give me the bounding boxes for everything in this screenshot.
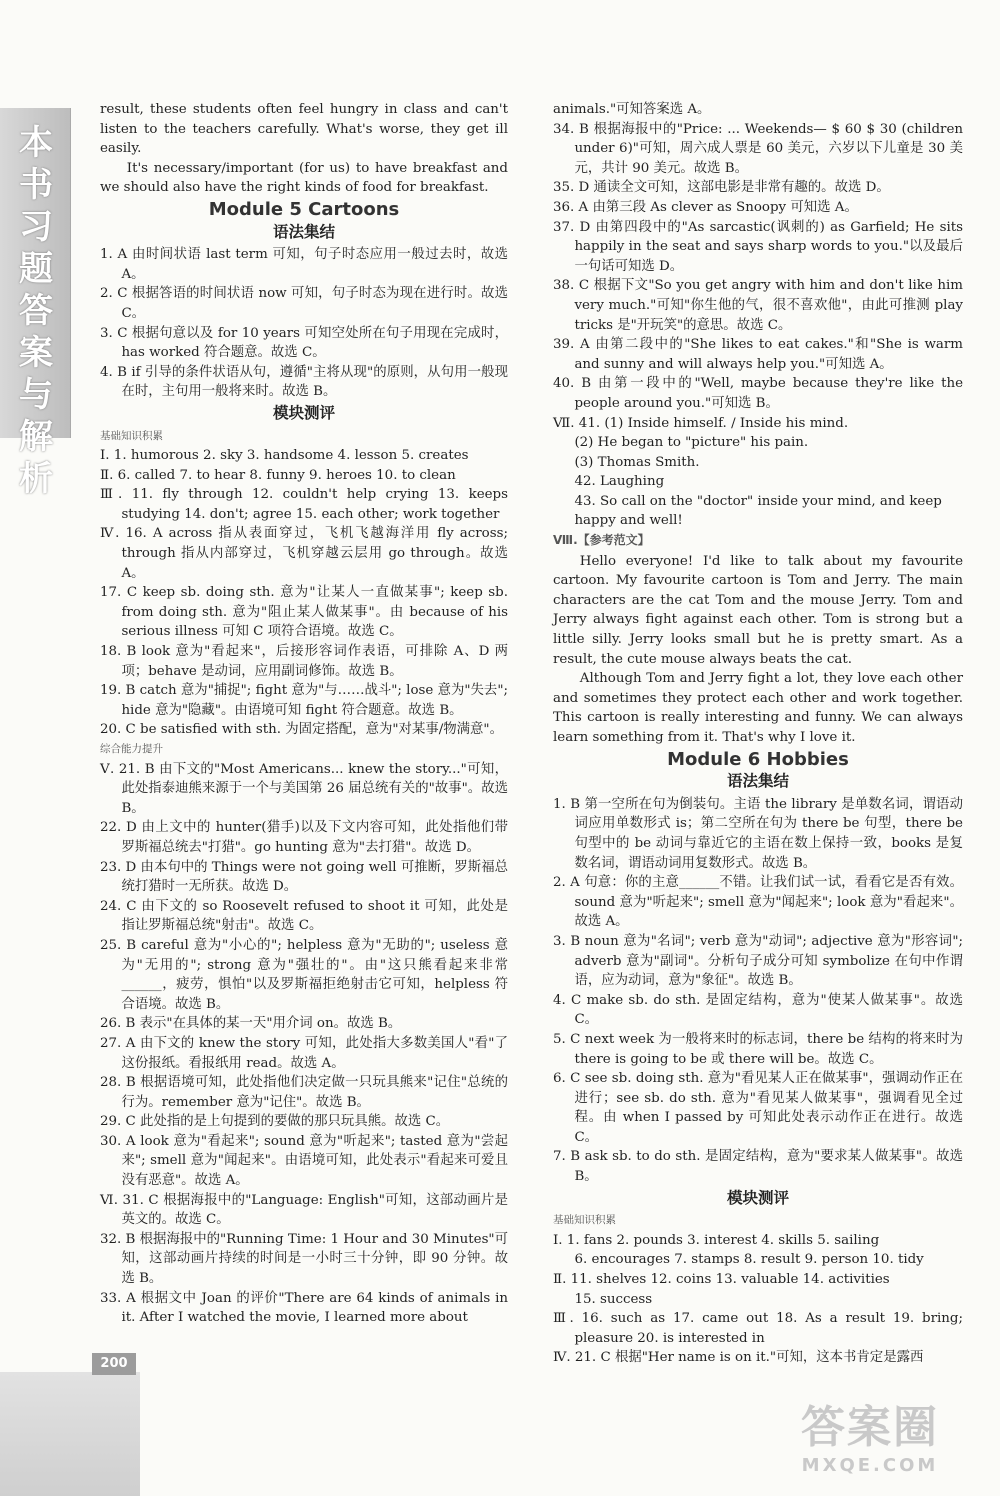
answer-item: 26. B 表示"在具体的某一天"用介词 on。故选 B。 <box>100 1016 402 1032</box>
answer-item: 19. B catch 意为"捕捉"; fight 意为"与……战斗"; lose 意为"失去"; hide 意为"隐藏"。由语境可知 fight 符合题意。故选 B。 <box>100 683 508 718</box>
grammar-item: 2. A 句意：你的主意______不错。让我们试一试，看看它是否有效。sound 意为"听起来"; smell 意为"闻起来"; look 意为"看起来"。故选 A。 <box>553 875 963 930</box>
essay-para-2: Although Tom and Jerry fight a lot, they love each other and sometimes they protect each other and work together. This cartoon is really interesting and funny. We can always learn something from it. That's why I love it. <box>553 671 963 745</box>
answer-item: Ⅳ. 16. A across 指从表面穿过，飞机飞越海洋用 fly across; through 指从内部穿过，飞机穿越云层用 go through。故选 A。 <box>100 526 508 581</box>
answer-item: 36. A 由第三段 As clever as Snoopy 可知选 A。 <box>553 199 858 215</box>
answer-sub: (2) He began to "picture" his pain. <box>574 435 809 451</box>
watermark-line1: 答案圈 <box>801 1402 939 1453</box>
comp-tag: 综合能力提升 <box>100 743 163 755</box>
answer-item: 35. D 通读全文可知，这部电影是非常有趣的。故选 D。 <box>553 180 890 196</box>
answer-item: 40. B 由第一段中的"Well, maybe because they're like the people around you."可知选 B。 <box>553 376 963 411</box>
answer-item: 28. B 根据语境可知，此处指他们决定做一只玩具熊来"记住"总统的行为。remember 意为"记住"。故选 B。 <box>100 1075 508 1110</box>
watermark-line2: MXQE.COM <box>801 1455 939 1476</box>
answer-item: Ⅳ. 21. C 根据"Her name is on it."可知，这本书肯定是露西 <box>553 1350 924 1366</box>
answer-item: Ⅵ. 31. C 根据海报中的"Language: English"可知，这部动画片是英文的。故选 C。 <box>100 1192 508 1228</box>
left-column <box>100 100 508 1328</box>
answer-item: 32. B 根据海报中的"Running Time: 1 Hour and 30 Minutes"可知，这部动画片持续的时间是一小时三十分钟，即 90 分钟。故选 B。 <box>100 1231 508 1287</box>
answer-item: 23. D 由本句中的 Things were not going well 可推断，罗斯福总统打猎时一无所获。故选 D。 <box>100 859 508 895</box>
grammar-title: 语法集结 <box>272 222 335 241</box>
intro-para-1: result, these students often feel hungry in class and can't listen to the teachers carefully. What's worse, they get ill easily. <box>100 102 508 157</box>
answer-item: 17. C keep sb. doing sth. 意为"让某人一直做某事"; keep sb. from doing sth. 意为"阻止某人做某事"。由 because of his serious illness 可知 C 项符合语境。故选 C。 <box>100 585 508 640</box>
grammar-item: 1. B 第一空所在句为倒装句。主语 the library 是单数名词，谓语动词应用单数形式 is；第二空所在句为 there be 句型，there be 句型中的 be 动词与靠近它的主语在数上保持一致，books 是复数名词，谓语动词用复数形式。故选 B。 <box>553 796 963 871</box>
vocab-row: Ⅲ. 16. such as 17. came out 18. As a result 19. bring; pleasure 20. is interested in <box>553 1311 963 1346</box>
intro-para-2: It's necessary/important (for us) to have breakfast and we should also have the right kinds of food for breakfast. <box>100 160 508 196</box>
answer-item: Ⅶ. 41. (1) Inside himself. / Inside his mind. <box>553 415 849 431</box>
answer-item: 37. D 由第四段中的"As sarcastic(讽刺的) as Garfield; He sits happily in the seat and says sharp words to you."以及最后一句话可知选 D。 <box>553 219 963 274</box>
test-title: 模块测评 <box>272 403 335 422</box>
vocab-row: Ⅱ. 6. called 7. to hear 8. funny 9. heroes 10. to clean <box>100 467 456 483</box>
answer-item: 30. A look 意为"看起来"; sound 意为"听起来"; tasted 意为"尝起来"; smell 意为"闻起来"。由语境可知，此处表示"看起来可爱且没有恶意"。故选 A。 <box>100 1133 508 1189</box>
page-corner <box>0 1372 140 1496</box>
vocab-row: Ⅰ. 1. humorous 2. sky 3. handsome 4. lesson 5. creates <box>100 448 469 464</box>
answer-item: 27. A 由下文的 knew the story 可知，此处指大多数美国人"看"了这份报纸。看报纸用 read。故选 A。 <box>100 1035 508 1071</box>
grammar-item: 1. A 由时间状语 last term 可知，句子时态应用一般过去时，故选 A。 <box>100 247 508 282</box>
answer-item: 25. B careful 意为"小心的"; helpless 意为"无助的"; useless 意为"无用的"; strong 意为"强壮的"。由"这只熊看起来非常______，疲劳，惧怕"以及罗斯福拒绝射击它可知，helpless 符合语境。故选 B。 <box>100 937 508 1012</box>
answer-item: 33. A 根据文中 Joan 的评价"There are 64 kinds of animals in it. After I watched the movie, I learned more about <box>100 1290 508 1326</box>
answer-sub: (3) Thomas Smith. <box>574 454 700 470</box>
essay-para-1: Hello everyone! I'd like to talk about my favourite cartoon. My favourite cartoon is Tom and Jerry. The main characters are the cat Tom and the mouse Jerry. Tom and Jerry always fight against each other. Tom is strong but a little silly. Jerry looks small but he is pretty smart. As a result, the cute mouse always beats the cat. <box>553 553 963 667</box>
grammar-item: 7. B ask sb. to do sth. 是固定结构，意为"要求某人做某事"。故选 B。 <box>553 1149 963 1185</box>
answer-item: 22. D 由上文中的 hunter(猎手)以及下文内容可知，此处指他们带罗斯福总统去"打猎"。go hunting 意为"去打猎"。故选 D。 <box>100 820 508 855</box>
vocab-row: Ⅰ. 1. fans 2. pounds 3. interest 4. skills 5. sailing <box>553 1232 880 1248</box>
page-number: 200 <box>92 1353 136 1375</box>
answer-item: animals."可知答案选 A。 <box>553 102 711 117</box>
side-tab <box>0 108 71 499</box>
answer-item: 39. A 由第二段中的"She likes to eat cakes."和"She is warm and sunny and will always help you."可知选 A。 <box>553 337 963 372</box>
module6-title: Module 6 Hobbies <box>667 748 849 770</box>
grammar-title: 语法集结 <box>726 772 789 791</box>
grammar-item: 6. C see sb. doing sth. 意为"看见某人正在做某事"，强调动作正在进行；see sb. do sth. 意为"看见某人做某事"，强调看见全过程。由 when I passed by 可知此处表示动作正在进行。故选 C。 <box>553 1071 963 1145</box>
grammar-item: 4. B if 引导的条件状语从句，遵循"主将从现"的原则，从句用一般现在时，主句用一般将来时。故选 B。 <box>100 364 508 400</box>
module5-title: Module 5 Cartoons <box>208 198 400 220</box>
answer-item: 24. C 由下文的 so Roosevelt refused to shoot it 可知，此处是指让罗斯福总统"射击"。故选 C。 <box>100 898 508 934</box>
basic-tag: 基础知识积累 <box>553 1214 616 1227</box>
answer-item: 18. B look 意为"看起来"，后接形容词作表语，可排除 A、D 两项；behave 是动词，应用副词修饰。故选 B。 <box>100 644 508 679</box>
right-column <box>553 100 963 1368</box>
vocab-row: 6. encourages 7. stamps 8. result 9. person 10. tidy <box>574 1252 924 1268</box>
grammar-item: 3. B noun 意为"名词"; verb 意为"动词"; adjective 意为"形容词"; adverb 意为"副词"。分析句子成分可知 symbolize 在句中作谓语，应为动词，意为"象征"。故选 B。 <box>553 933 963 989</box>
answer-item: 29. C 此处指的是上句提到的要做的那只玩具熊。故选 C。 <box>100 1114 450 1130</box>
answer-item: 34. B 根据海报中的"Price: ... Weekends— $ 60 $ 30 (children under 6)"可知，周六成人票是 60 美元，六岁以下儿童是 30 美元，共计 90 美元。故选 B。 <box>553 121 963 176</box>
answer-sub: 42. Laughing <box>574 474 665 490</box>
vocab-row: Ⅱ. 11. shelves 12. coins 13. valuable 14. activities <box>553 1272 890 1288</box>
vocab-row: 15. success <box>574 1291 653 1307</box>
grammar-item: 2. C 根据答语的时间状语 now 可知，句子时态为现在进行时。故选 C。 <box>100 286 508 321</box>
test-title: 模块测评 <box>726 1188 789 1207</box>
answer-item: 20. C be satisfied with sth. 为固定搭配，意为"对某事/物满意"。 <box>100 722 503 738</box>
answer-item: Ⅴ. 21. B 由下文的"Most Americans... knew the story..."可知，此处指泰迪熊来源于一个与美国第 26 届总统有关的"故事"。故选 B。 <box>100 761 508 816</box>
basic-tag: 基础知识积累 <box>100 429 163 442</box>
grammar-item: 4. C make sb. do sth. 是固定结构，意为"使某人做某事"。故选 C。 <box>553 992 963 1028</box>
answer-item: 38. C 根据下文"So you get angry with him and don't like him very much."可知"你生他的气，很不喜欢他"，由此可推测 play tricks 是"开玩笑"的意思。故选 C。 <box>553 278 963 333</box>
vocab-row: Ⅲ. 11. fly through 12. couldn't help crying 13. keeps studying 14. don't; agree 15. each other; work together <box>100 487 508 522</box>
grammar-item: 3. C 根据句意以及 for 10 years 可知空处所在句子用现在完成时，has worked 符合题意。故选 C。 <box>100 325 508 361</box>
grammar-item: 5. C next week 为一般将来时的标志词，there be 结构的将来时为 there is going to be 或 there will be。故选 C。 <box>553 1031 963 1067</box>
essay-tag: Ⅷ.【参考范文】 <box>553 533 650 548</box>
side-tab-label: 本书习题答案与解析 <box>19 123 53 499</box>
answer-sub: 43. So call on the "doctor" inside your mind, and keep happy and well! <box>574 493 942 529</box>
watermark-logo <box>770 1391 970 1476</box>
